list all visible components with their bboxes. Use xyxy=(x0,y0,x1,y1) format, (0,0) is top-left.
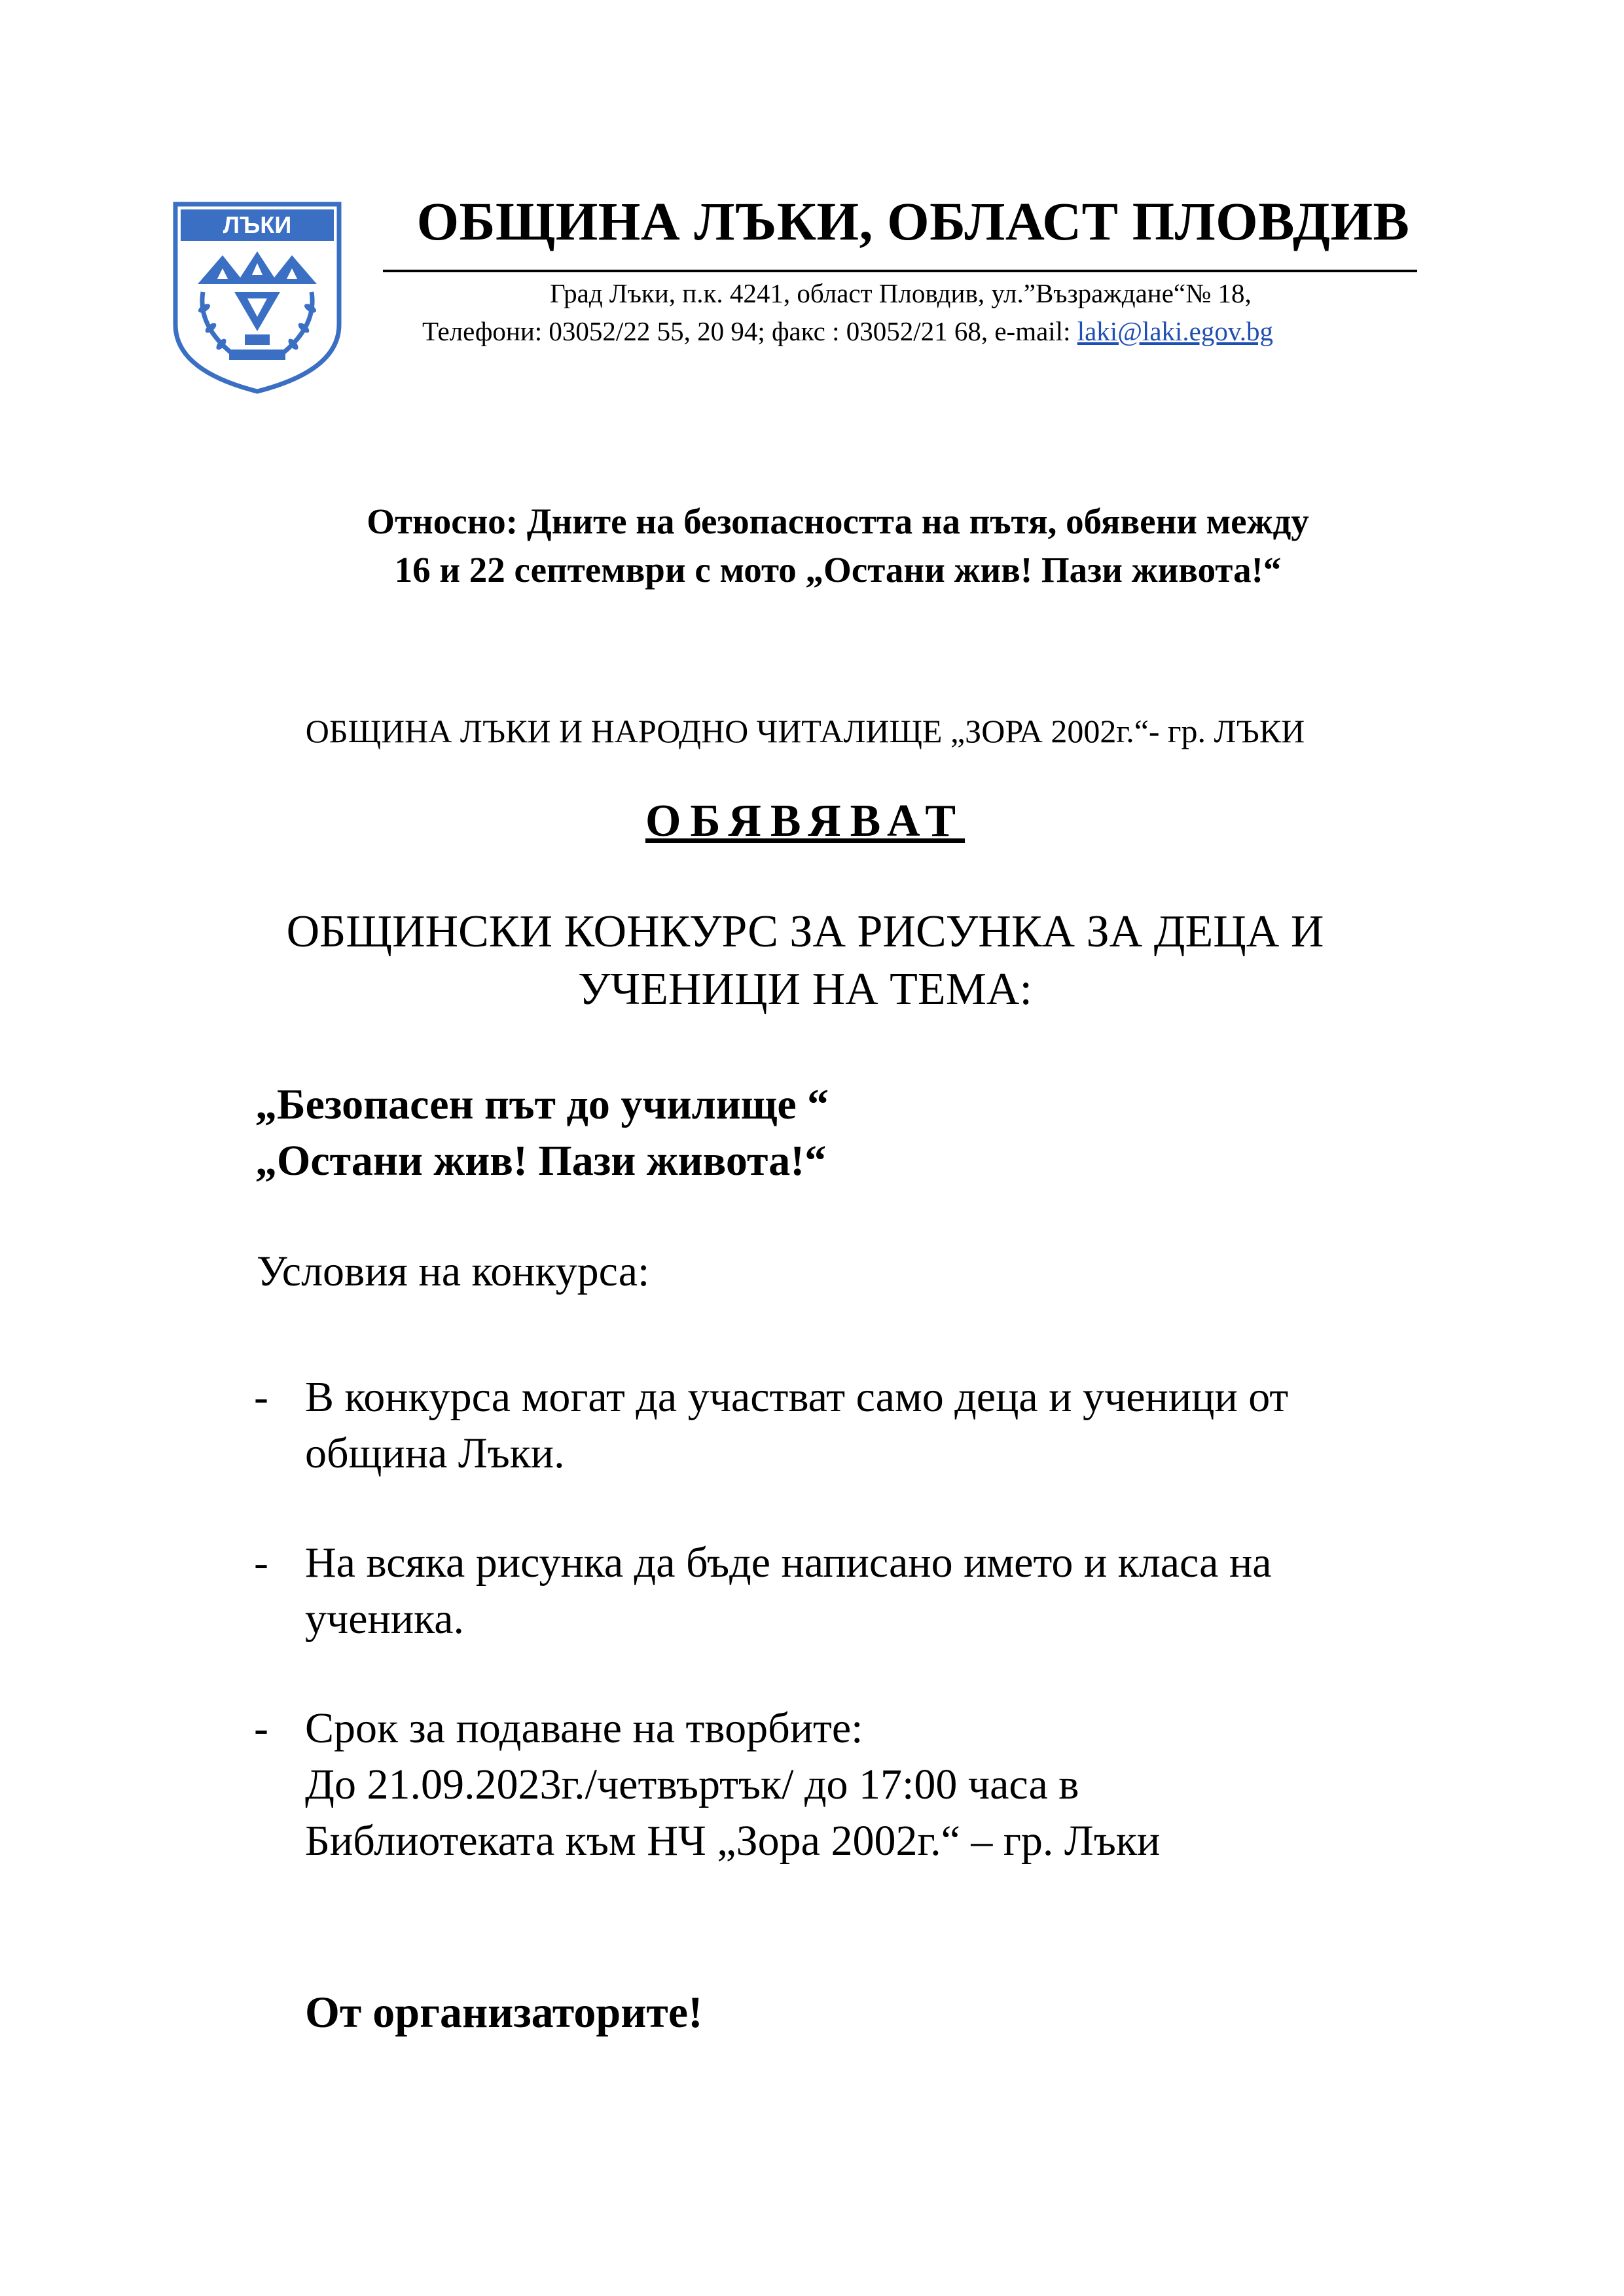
condition-line: община Лъки. xyxy=(305,1429,565,1477)
list-dash: - xyxy=(254,1704,268,1752)
condition-line: На всяка рисунка да бъде написано името и класа на xyxy=(305,1539,1272,1587)
condition-line: Библиотеката към НЧ „Зора 2002г.“ – гр. Лъки xyxy=(305,1817,1161,1865)
municipality-crest-logo xyxy=(171,200,343,395)
condition-line: ученика. xyxy=(305,1595,464,1643)
conditions-title: Условия на конкурса: xyxy=(257,1247,650,1295)
theme-block xyxy=(255,1077,829,1189)
list-dash: - xyxy=(254,1539,268,1587)
address-line: Град Лъки, п.к. 4241, област Пловдив, ул.”Възраждане“№ 18, xyxy=(550,278,1252,308)
contacts-text: Телефони: 03052/22 55, 20 94; факс : 03052/21 68, e-mail: xyxy=(422,316,1077,346)
theme-line: „Безопасен път до училище “ xyxy=(255,1081,829,1128)
subject-line: Относно: Дните на безопасността на пътя, обявени между xyxy=(367,501,1309,541)
header-divider xyxy=(383,270,1417,272)
organizers-line: ОБЩИНА ЛЪКИ И НАРОДНО ЧИТАЛИЩЕ „ЗОРА 2002г.“- гр. ЛЪКИ xyxy=(305,713,1305,749)
condition-line: До 21.09.2023г./четвъртък/ до 17:00 часа в xyxy=(305,1761,1079,1808)
org-title: ОБЩИНА ЛЪКИ, ОБЛАСТ ПЛОВДИВ xyxy=(416,191,1410,251)
condition-item xyxy=(254,1700,1498,1869)
crest-label: ЛЪКИ xyxy=(223,211,292,238)
announce-heading: ОБЯВЯВАТ xyxy=(645,796,965,846)
contest-line: УЧЕНИЦИ НА ТЕМА: xyxy=(578,964,1032,1014)
contacts-line xyxy=(422,315,1273,347)
condition-item xyxy=(254,1535,1498,1647)
closing-signature: От организаторите! xyxy=(305,1987,703,2037)
condition-line: Срок за подаване на творбите: xyxy=(305,1704,863,1752)
subject-block xyxy=(196,497,1479,594)
email-link[interactable]: laki@laki.egov.bg xyxy=(1077,316,1273,346)
contest-line: ОБЩИНСКИ КОНКУРС ЗА РИСУНКА ЗА ДЕЦА И xyxy=(286,906,1324,957)
contest-heading xyxy=(151,903,1460,1018)
theme-line: „Остани жив! Пази живота!“ xyxy=(255,1137,827,1185)
condition-item xyxy=(254,1369,1498,1482)
subject-line: 16 и 22 септември с мото „Остани жив! Пази живота!“ xyxy=(394,550,1282,590)
condition-line: В конкурса могат да участват само деца и ученици от xyxy=(305,1373,1289,1421)
list-dash: - xyxy=(254,1373,268,1421)
